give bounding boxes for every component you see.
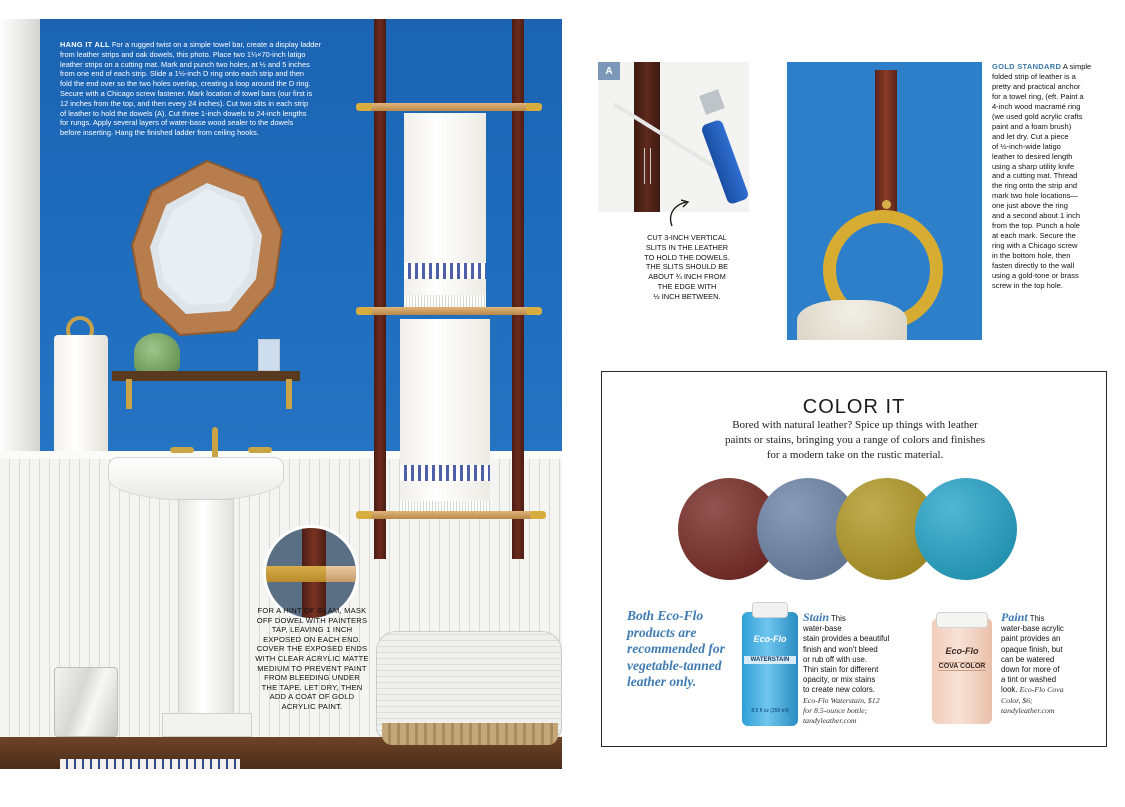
hang-it-all-heading: HANG IT ALL [60,40,110,49]
intro-line: for rungs. Apply several layers of water-base wood sealer to the dowels [60,118,294,128]
waterstain-bottle [742,612,798,726]
gold-dowel-tip [530,511,546,519]
step-a-caption: CUT 3-INCH VERTICAL SLITS IN THE LEATHER TO HOLD THE DOWELS. THE SLITS SHOULD BE ABOUT ¾ INCH FROM THE EDGE WITH ½ INCH BETWEEN. [644,233,730,301]
ladder-towel-top [404,113,486,309]
swatch-turquoise [915,478,1017,580]
toothbrush-cup [258,339,280,371]
curved-arrow-icon [664,198,696,228]
intro-line: from leather strips and oak dowels, this photo. Place two 1¼×70-inch latigo [60,49,306,59]
color-it-title: COLOR IT [802,396,906,418]
intro-line: fold the end over so the two holes overlap, creating a loop around the D ring. [60,79,311,89]
sink-pedestal [178,499,234,727]
towel-ring-photo [787,62,982,340]
eco-flo-note: Both Eco-Flo products are recommended for vegetable-tanned leather only. [627,608,725,689]
striped-rug [60,759,240,769]
intro-line: of leather to hold the dowels (A). Cut three 1-inch dowels to 24-inch lengths [60,108,307,118]
bottle-label: WATERSTAIN [744,656,796,664]
leather-strip [634,62,660,212]
leather-strap-left [374,19,386,559]
potted-plant [134,333,180,373]
paint-description: Paint This water-base acrylic paint provides an opaque finish, but can be watered down for more of a tint or washed look. Eco-Flo Cova Color, $6; tandyleather.com [1001,610,1064,715]
bottle-brand: Eco-Flo [753,634,787,644]
sink-base [162,713,252,737]
octagon-mirror [130,159,285,344]
faucet [212,427,218,461]
shelf-bracket [126,379,132,409]
dowel-rung [360,103,538,111]
bathroom-photo [0,19,562,769]
dowel-rung [360,307,538,315]
tap-handle [170,447,194,453]
basket-jute-base [382,723,558,745]
intro-line: leather strips on a cutting mat. Mark and punch two holes, at ½ and 5 inches [60,59,310,69]
sink-bowl [108,457,284,501]
stain-title: Stain [803,610,830,624]
intro-line: 12 inches from the top, and then every 24 inches). Cut two slits in each strip [60,98,309,108]
ruler [613,102,717,169]
hang-it-all-text [60,40,356,138]
cova-color-jar [932,618,992,724]
leather-anchor [875,70,897,220]
bottle-cap [752,602,788,618]
jar-lid [936,612,988,628]
intro-line: before inserting. Hang the finished ladder from ceiling hooks. [60,128,259,138]
gold-dowel-tip [356,511,372,519]
intro-line: Secure with a Chicago screw fastener. Mark location of towel bars (our first is [60,88,313,98]
gold-dowel-tip [356,103,372,111]
color-it-intro: Bored with natural leather? Spice up things with leather paints or stains, bringing you a range of colors and finishes for a modern take on the rustic material. [725,419,985,461]
paint-title: Paint [1001,610,1028,624]
glam-caption: FOR A HINT OF GLAM, MASK OFF DOWEL WITH PAINTERS TAP, LEAVING 1 INCH EXPOSED ON EACH END. COVER THE EXPOSED ENDS WITH CLEAR ACRYLIC MATTE MEDIUM TO PREVENT PAINT FROM BLEEDING UNDER THE TAPE. LET DRY, THEN ADD A COAT OF GOLD ACRYLIC PAINT. [255,606,369,711]
color-it-box [601,371,1107,747]
stain-description: Stain This water-base stain provides a beautiful finish and won't bleed or rub off with use. Thin stain for different opacity, or mix stains to create new colors. Eco-Flo Waterstain, $12 for 8.5-ounce bottle; tandyleather.com [803,610,890,726]
gold-dowel-tip [526,307,542,315]
gold-standard-text: GOLD STANDARD A simple folded strip of leather is a pretty and practical anchor for a towel ring, (eft. Paint a 4-inch wood macramé ring (we used gold acrylic crafts paint and a foam brush) and let dry. Cut a piece of ½-inch-wide latigo leather to desired length using a sharp utility knife and a cutting mat. Thread the ring onto the strip and mark two hole locations— one just above the ring and a second about 1 inch from the top. Punch a hole at each mark. Secure the ring with a Chicago screw in the bottom hole, then fasten directly to the wall using a gold-tone or brass screw in the top hole. [992,62,1092,290]
intro-line: from one end of each strip. Slide a 1½-inch D ring onto each strip and then [60,69,305,79]
hand-towel [54,335,108,465]
knife-blade [699,89,725,115]
shelf-bracket [286,379,292,409]
wood-shelf [112,371,300,381]
bottle-size: 8.5 fl oz (250 ml) [751,708,789,714]
step-a-photo [598,62,749,212]
chicago-screw [882,200,891,209]
marble-bin [54,667,118,737]
jar-brand: Eco-Flo [945,646,979,656]
dowel-rung [360,511,542,519]
rope-basket [376,631,562,737]
towel [797,300,907,340]
tap-handle [248,447,272,453]
gold-dowel-tip [526,103,542,111]
leather-strap-right [512,19,524,559]
gold-standard-heading: GOLD STANDARD [992,62,1062,71]
jar-label: COVA COLOR [938,663,986,670]
gold-dowel-tip [356,307,372,315]
intro-line: For a rugged twist on a simple towel bar, create a display ladder [111,40,321,49]
ladder-towel-bottom [400,319,490,515]
step-a-badge: A [598,62,620,80]
